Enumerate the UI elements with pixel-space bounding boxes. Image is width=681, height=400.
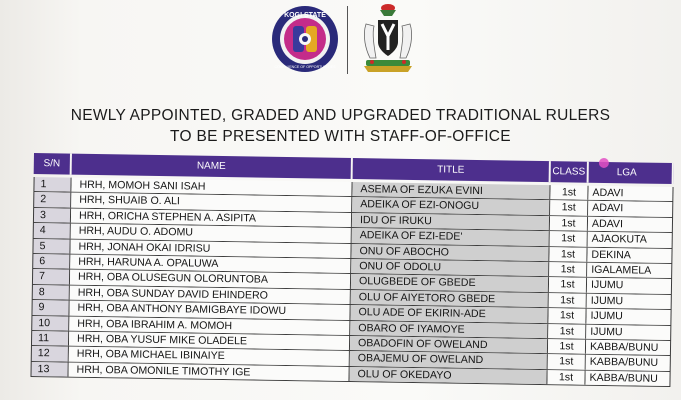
rulers-table (30, 153, 673, 387)
cell-sn: 8 (32, 285, 70, 300)
document-title (0, 105, 681, 147)
cell-title: ONU OF ABOCHO (351, 244, 549, 261)
cell-lga: IJUMU (587, 278, 672, 294)
cell-name: HRH, OBA OMONILE TIMOTHY IGE (68, 362, 349, 381)
cell-title: OLU OF OKEDAYO (349, 367, 547, 384)
cell-lga: KABBA/BUNU (586, 355, 671, 371)
header-name: NAME (72, 154, 353, 179)
cell-sn: 9 (31, 300, 69, 315)
cell-title: IDU OF IRUKU (352, 213, 550, 230)
seal-motto: CONFLUENCE OF OPPORTUNITIES (274, 65, 336, 69)
cell-title: ASEMA OF EZUKA EVINI (352, 182, 550, 199)
cell-title: ADEIKA OF EZI-ONOGU (352, 197, 550, 214)
cell-sn: 2 (33, 192, 71, 207)
cell-name: HRH, SHUAIB O. ALI (71, 193, 352, 212)
cell-class: 1st (549, 247, 587, 262)
logo-divider (347, 6, 348, 74)
cell-class: 1st (548, 324, 586, 339)
cell-class: 1st (547, 370, 585, 385)
cell-name: HRH, OBA ANTHONY BAMIGBAYE IDOWU (69, 301, 350, 320)
cell-lga: ADAVI (588, 201, 673, 217)
cell-lga: ADAVI (588, 216, 673, 232)
cell-title: OLUGBEDE OF GBEDE (351, 274, 549, 291)
cell-name: HRH, OBA IBRAHIM A. MOMOH (69, 316, 350, 335)
header-logos (270, 2, 430, 77)
cell-title: OBAJEMU OF OWELAND (350, 351, 548, 368)
cell-title: ONU OF ODOLU (351, 259, 549, 276)
cell-sn: 1 (33, 177, 71, 192)
cell-class: 1st (548, 308, 586, 323)
cell-title: OBADOFIN OF OWELAND (350, 336, 548, 353)
header-lga: LGA (589, 162, 674, 184)
kogi-state-seal-icon (270, 4, 340, 74)
cell-class: 1st (550, 201, 588, 216)
cell-sn: 7 (32, 269, 70, 284)
cell-title: OLU OF AIYETORO GBEDE (351, 290, 549, 307)
seal-text: KOGI STATE (284, 12, 326, 19)
cell-name: HRH, OBA OLUSEGUN OLORUNTOBA (70, 270, 351, 289)
pink-ink-mark (599, 158, 609, 168)
cell-lga: KABBA/BUNU (586, 340, 671, 356)
cell-lga: IJUMU (586, 309, 671, 325)
cell-class: 1st (549, 277, 587, 292)
cell-name: HRH, OBA SUNDAY DAVID EHINDERO (70, 285, 351, 304)
cell-sn: 10 (31, 315, 69, 330)
cell-class: 1st (550, 216, 588, 231)
cell-class: 1st (548, 339, 586, 354)
cell-name: HRH, AUDU O. ADOMU (71, 224, 352, 243)
cell-name: HRH, HARUNA A. OPALUWA (70, 255, 351, 274)
title-line-1: NEWLY APPOINTED, GRADED AND UPGRADED TRADITIONAL RULERS (70, 107, 611, 124)
cell-class: 1st (549, 293, 587, 308)
cell-sn: 6 (32, 254, 70, 269)
cell-class: 1st (550, 231, 588, 246)
cell-title: OBARO OF IYAMOYE (350, 321, 548, 338)
nigeria-coat-of-arms-icon (356, 2, 420, 74)
cell-name: HRH, ORICHA STEPHEN A. ASIPITA (71, 208, 352, 227)
cell-sn: 12 (31, 346, 69, 361)
title-line-2: TO BE PRESENTED WITH STAFF-OF-OFFICE (170, 128, 511, 145)
cell-name: HRH, OBA MICHAEL IBINAIYE (69, 347, 350, 366)
cell-name: HRH, JONAH OKAI IDRISU (70, 239, 351, 258)
cell-sn: 5 (32, 239, 70, 254)
cell-sn: 11 (31, 331, 69, 346)
cell-sn: 13 (30, 362, 68, 377)
cell-sn: 4 (33, 223, 71, 238)
cell-name: HRH, OBA YUSUF MIKE OLADELE (69, 331, 350, 350)
table-body (30, 177, 673, 387)
cell-title: OLU ADE OF EKIRIN-ADE (350, 305, 548, 322)
cell-title: ADEIKA OF EZI-EDE' (352, 228, 550, 245)
cell-sn: 3 (33, 208, 71, 223)
cell-lga: KABBA/BUNU (585, 370, 670, 386)
cell-lga: IJUMU (586, 324, 671, 340)
cell-lga: ADAVI (588, 186, 673, 202)
header-title: TITLE (353, 158, 551, 182)
header-class: CLASS (551, 161, 589, 183)
cell-class: 1st (549, 262, 587, 277)
cell-lga: DEKINA (587, 247, 672, 263)
cell-lga: AJAOKUTA (588, 232, 673, 248)
cell-class: 1st (548, 354, 586, 369)
cell-class: 1st (550, 185, 588, 200)
header-sn: S/N (34, 153, 72, 175)
cell-name: HRH, MOMOH SANI ISAH (71, 178, 352, 197)
cell-lga: IJUMU (587, 293, 672, 309)
cell-lga: IGALAMELA (587, 263, 672, 279)
